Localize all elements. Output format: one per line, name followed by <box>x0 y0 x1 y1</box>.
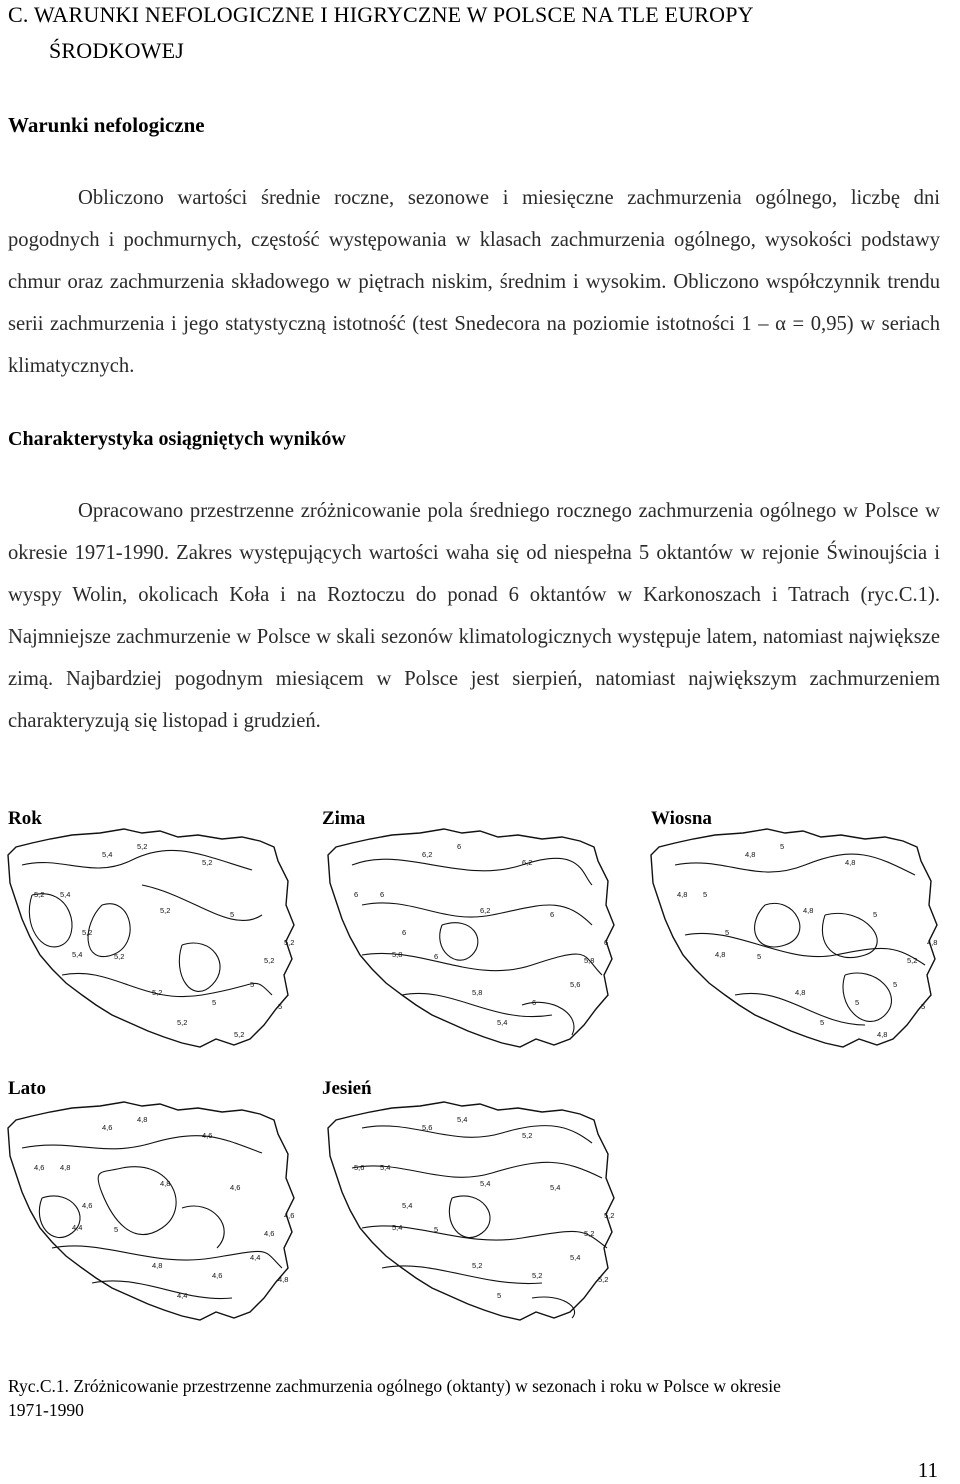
isoline-map-zima <box>322 825 622 1050</box>
isoline <box>22 850 252 870</box>
isoline-value: 5,2 <box>284 938 295 947</box>
isoline-value: 5,2 <box>532 1271 543 1280</box>
isoline-value: 5 <box>780 842 785 851</box>
isoline <box>843 973 891 1021</box>
isoline-value: 5 <box>855 998 860 1007</box>
map-svg <box>2 825 302 1050</box>
isoline-value: 6 <box>354 890 359 899</box>
isoline <box>449 1196 490 1238</box>
isoline-value: 4,8 <box>877 1030 888 1039</box>
isoline <box>182 1206 224 1248</box>
isoline <box>88 904 130 957</box>
section-paragraph-results <box>8 490 940 742</box>
isoline-value: 5 <box>703 890 708 899</box>
isoline-value: 6 <box>380 890 385 899</box>
isoline-value: 4,8 <box>845 858 856 867</box>
isoline <box>62 973 272 996</box>
isoline-value: 5,2 <box>264 956 275 965</box>
isoline-value: 5,2 <box>202 858 213 867</box>
isoline-value: 5 <box>114 1225 119 1234</box>
isoline-value: 4,4 <box>250 1253 261 1262</box>
poland-border <box>328 1102 614 1320</box>
isoline-value: 4,6 <box>284 1211 295 1220</box>
isoline-value: 5,2 <box>177 1018 188 1027</box>
isoline-value: 5,4 <box>457 1115 468 1124</box>
isoline-value: 4,6 <box>102 1123 113 1132</box>
isoline-value: 4,6 <box>212 1271 223 1280</box>
isoline-value: 5,2 <box>34 890 45 899</box>
map-label-zima: Zima <box>322 808 366 829</box>
isoline <box>522 1002 574 1035</box>
poland-border <box>651 829 937 1047</box>
isoline-value: 5 <box>757 952 762 961</box>
isoline-map-wiosna <box>645 825 945 1050</box>
isoline-value: 4,4 <box>177 1291 188 1300</box>
isoline-value: 4,8 <box>278 1275 289 1284</box>
page-number: 11 <box>917 1458 938 1482</box>
figure-caption-line-1: Ryc.C.1. Zróżnicowanie przestrzenne zachmurzenia ogólnego (oktanty) w sezonach i roku w Polsce w okresie <box>8 1376 781 1396</box>
isoline-value: 5,4 <box>402 1201 413 1210</box>
isoline-value: 5 <box>893 980 898 989</box>
figure-caption-line-2: 1971-1990 <box>8 1400 84 1420</box>
isoline <box>52 1246 282 1268</box>
isoline-value: 5 <box>725 928 730 937</box>
isoline-value: 4,6 <box>230 1183 241 1192</box>
isoline-value: 5,2 <box>137 842 148 851</box>
isoline-map-rok <box>2 825 302 1050</box>
map-label-lato: Lato <box>8 1078 46 1099</box>
isoline <box>29 894 72 947</box>
isoline-value: 5,4 <box>497 1018 508 1027</box>
isoline-value: 6 <box>434 952 439 961</box>
isoline-value: 4,8 <box>160 1179 171 1188</box>
isoline-value: 5 <box>820 1018 825 1027</box>
isoline-value: 4,8 <box>715 950 726 959</box>
isoline-value: 4,8 <box>927 938 938 947</box>
isoline <box>92 1281 232 1299</box>
isoline-value: 4,6 <box>264 1229 275 1238</box>
isoline <box>675 854 915 875</box>
chapter-title <box>8 0 754 66</box>
map-label-wiosna: Wiosna <box>651 808 712 829</box>
isoline-value: 5,2 <box>152 988 163 997</box>
isoline-value: 5 <box>873 910 878 919</box>
isoline-value: 5 <box>212 998 217 1007</box>
isoline <box>98 1167 176 1235</box>
isoline-value: 6 <box>457 842 462 851</box>
isoline-value: 4,6 <box>202 1131 213 1140</box>
isoline-map-jesien <box>322 1098 622 1323</box>
isoline-value: 5,2 <box>604 1211 615 1220</box>
isoline-value: 6,2 <box>422 850 433 859</box>
isoline <box>735 993 865 1025</box>
paragraph-text: Opracowano przestrzenne zróżnicowanie pola średniego rocznego zachmurzenia ogólnego w Polsce w okresie 1971-1990. Zakres występujących wartości waha się od niespełna 5 oktantów w rejonie Świnoujścia i wyspy Wolin, okolicach Koła i na Roztoczu do ponad 6 oktantów w Karkonoszach i Tatrach (ryc.C.1). Najmniejsze zachmurzenie w Polsce w skali sezonów klimatologicznych występuje latem, natomiast największe zimą. Najbardziej pogodnym miesiącem w Polsce jest sierpień, natomiast największym zachmurzeniem charakteryzują się listopad i grudzień. <box>8 500 940 732</box>
isoline <box>440 923 478 960</box>
isoline <box>822 913 877 957</box>
section-heading-nefologic: Warunki nefologiczne <box>8 113 205 137</box>
isoline-value: 4,8 <box>803 906 814 915</box>
isoline-value: 5,4 <box>102 850 113 859</box>
isoline-value: 4,8 <box>60 1163 71 1172</box>
section-heading-results: Charakterystyka osiągniętych wyników <box>8 428 346 450</box>
isoline-value: 4,8 <box>745 850 756 859</box>
isoline-value: 5,2 <box>160 906 171 915</box>
map-svg <box>322 825 622 1050</box>
isoline-value: 5 <box>230 910 235 919</box>
map-svg <box>2 1098 302 1323</box>
isoline <box>362 1126 592 1143</box>
isoline-value: 5,4 <box>392 1223 403 1232</box>
isoline <box>382 1266 542 1284</box>
chapter-title-line-2: ŚRODKOWEJ <box>49 38 185 63</box>
isoline-value: 4,8 <box>795 988 806 997</box>
isoline-value: 5,2 <box>114 952 125 961</box>
isoline-value: 5,2 <box>472 1261 483 1270</box>
map-svg <box>322 1098 622 1323</box>
isoline-value: 5 <box>434 1225 439 1234</box>
isoline-value: 5,4 <box>72 950 83 959</box>
chapter-title-line-1: C. WARUNKI NEFOLOGICZNE I HIGRYCZNE W POLSCE NA TLE EUROPY <box>8 2 754 27</box>
map-svg <box>645 825 945 1050</box>
isoline-value: 5,8 <box>472 988 483 997</box>
isoline <box>362 903 592 925</box>
isoline-value: 5,2 <box>584 1229 595 1238</box>
isoline-value: 5,6 <box>354 1163 365 1172</box>
isoline-value: 5 <box>250 980 255 989</box>
isoline-value: 6,2 <box>522 858 533 867</box>
isoline-value: 6,2 <box>480 906 491 915</box>
isoline-value: 4,6 <box>34 1163 45 1172</box>
isoline-value: 6 <box>604 938 609 947</box>
isoline-value: 4,6 <box>82 1201 93 1210</box>
isoline-value: 5,8 <box>584 956 595 965</box>
isoline-value: 6 <box>550 910 555 919</box>
isoline-value: 5,6 <box>570 980 581 989</box>
isoline-value: 6 <box>532 998 537 1007</box>
isoline-value: 5,4 <box>380 1163 391 1172</box>
isoline-value: 6 <box>402 928 407 937</box>
isoline-value: 5,8 <box>392 950 403 959</box>
isoline <box>142 885 262 921</box>
isoline-value: 4,8 <box>137 1115 148 1124</box>
isoline <box>352 858 592 885</box>
isoline-value: 5,4 <box>550 1183 561 1192</box>
isoline-value: 5,2 <box>598 1275 609 1284</box>
section-paragraph-nefologic <box>8 177 940 387</box>
isoline-value: 4,8 <box>677 890 688 899</box>
isoline-value: 5,4 <box>60 890 71 899</box>
isoline-value: 4,8 <box>152 1261 163 1270</box>
isoline <box>179 943 220 991</box>
isoline-value: 5,2 <box>82 928 93 937</box>
isoline <box>755 903 800 947</box>
isoline-value: 5,6 <box>422 1123 433 1132</box>
poland-border <box>8 829 294 1047</box>
isoline-value: 5 <box>278 1002 283 1011</box>
figure-caption <box>8 1374 948 1422</box>
isoline-value: 5 <box>497 1291 502 1300</box>
isoline-value: 5 <box>921 1002 926 1011</box>
isoline-value: 4,4 <box>72 1223 83 1232</box>
isoline <box>22 1136 262 1153</box>
paragraph-text: Obliczono wartości średnie roczne, sezonowe i miesięczne zachmurzenia ogólnego, liczbę dni pogodnych i pochmurnych, częstość występowania w klasach zachmurzenia ogólnego, wysokości podstawy chmur oraz zachmurzenia składowego w piętrach niskim, średnim i wysokim. Obliczono współczynnik trendu serii zachmurzenia i jego statystyczną istotność (test Snedecora na poziomie istotności 1 – α = 0,95) w seriach klimatycznych. <box>8 187 940 377</box>
map-label-jesien: Jesień <box>322 1078 372 1099</box>
isoline-value: 5,2 <box>907 956 918 965</box>
isoline-map-lato <box>2 1098 302 1323</box>
isoline-value: 5,2 <box>234 1030 245 1039</box>
isoline-value: 5,2 <box>522 1131 533 1140</box>
map-label-rok: Rok <box>8 808 42 829</box>
isoline-value: 5,4 <box>570 1253 581 1262</box>
isoline <box>532 1297 575 1318</box>
isoline-value: 5,4 <box>480 1179 491 1188</box>
poland-border <box>8 1102 294 1320</box>
